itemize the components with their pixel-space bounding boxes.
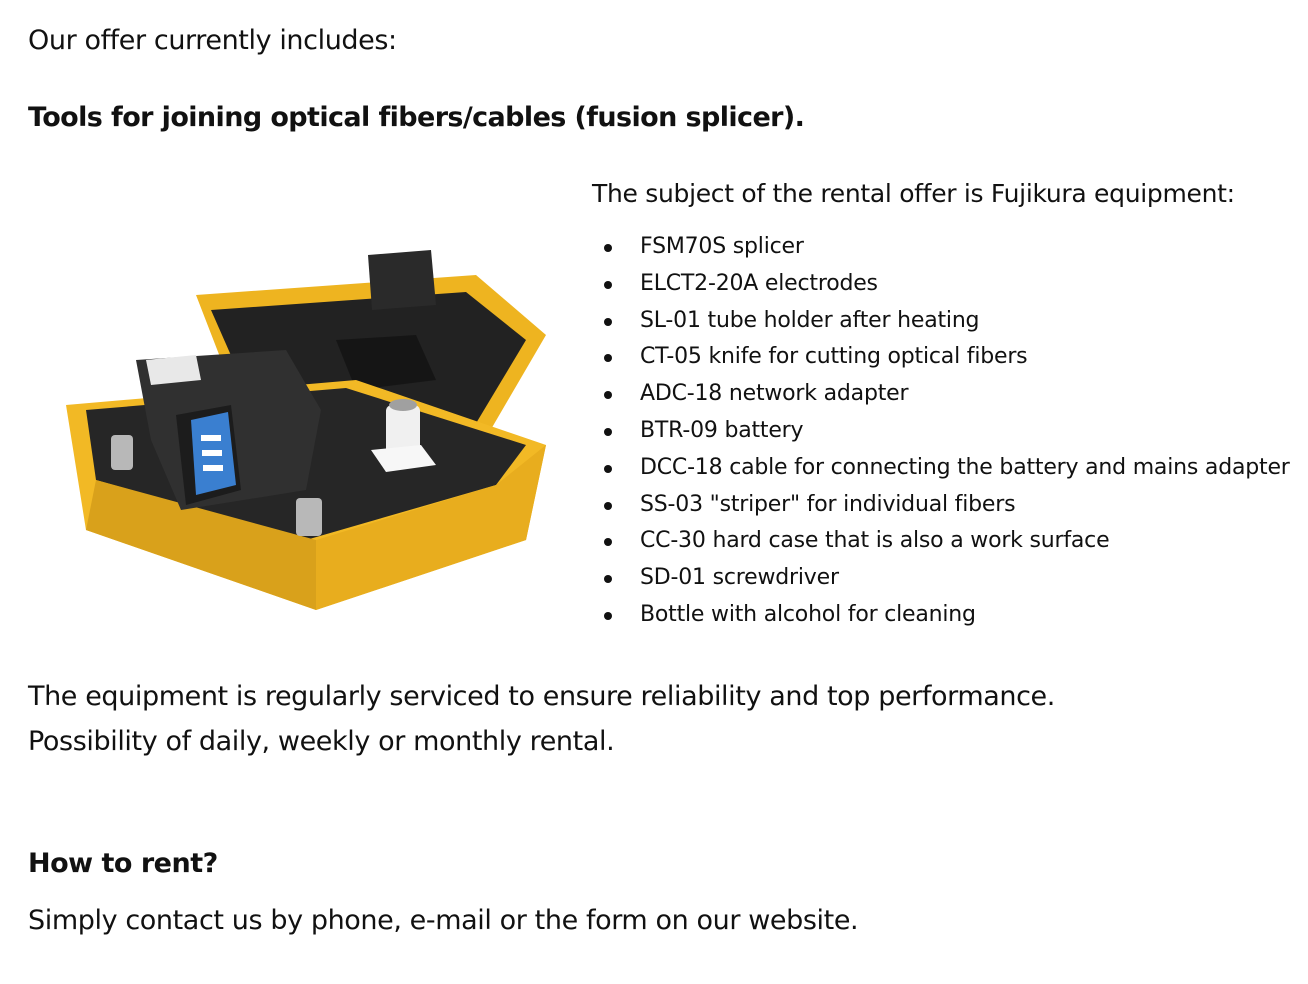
list-item: CT-05 knife for cutting optical fibers bbox=[592, 339, 1292, 376]
bullet-icon bbox=[604, 502, 612, 510]
bullet-icon bbox=[604, 318, 612, 326]
bullet-icon bbox=[604, 575, 612, 583]
rental-text: Possibility of daily, weekly or monthly rental. bbox=[28, 726, 615, 757]
bullet-icon bbox=[604, 281, 612, 289]
how-to-rent-title: How to rent? bbox=[28, 848, 218, 879]
service-text: The equipment is regularly serviced to ensure reliability and top performance. bbox=[28, 681, 1055, 712]
bullet-icon bbox=[604, 465, 612, 473]
equipment-intro: The subject of the rental offer is Fujikura equipment: bbox=[592, 179, 1235, 208]
lid-handle bbox=[368, 250, 436, 310]
list-item: CC-30 hard case that is also a work surface bbox=[592, 523, 1292, 560]
list-item: SD-01 screwdriver bbox=[592, 560, 1292, 597]
list-item: FSM70S splicer bbox=[592, 229, 1292, 266]
bullet-icon bbox=[604, 244, 612, 252]
fusion-splicer-case-image bbox=[56, 240, 556, 612]
latch-front bbox=[296, 498, 322, 536]
list-item: ELCT2-20A electrodes bbox=[592, 266, 1292, 303]
list-item: DCC-18 cable for connecting the battery and mains adapter bbox=[592, 450, 1292, 487]
list-item: ADC-18 network adapter bbox=[592, 376, 1292, 413]
bullet-icon bbox=[604, 391, 612, 399]
bullet-icon bbox=[604, 612, 612, 620]
list-item: BTR-09 battery bbox=[592, 413, 1292, 450]
list-item: Bottle with alcohol for cleaning bbox=[592, 597, 1292, 634]
latch-left bbox=[111, 435, 133, 470]
bullet-icon bbox=[604, 538, 612, 546]
list-item: SL-01 tube holder after heating bbox=[592, 303, 1292, 340]
list-item: SS-03 "striper" for individual fibers bbox=[592, 487, 1292, 524]
bullet-icon bbox=[604, 354, 612, 362]
bullet-icon bbox=[604, 428, 612, 436]
contact-text: Simply contact us by phone, e-mail or the form on our website. bbox=[28, 905, 859, 936]
equipment-list bbox=[592, 229, 1292, 634]
section-title: Tools for joining optical fibers/cables (fusion splicer). bbox=[28, 102, 805, 133]
intro-text: Our offer currently includes: bbox=[28, 25, 397, 56]
